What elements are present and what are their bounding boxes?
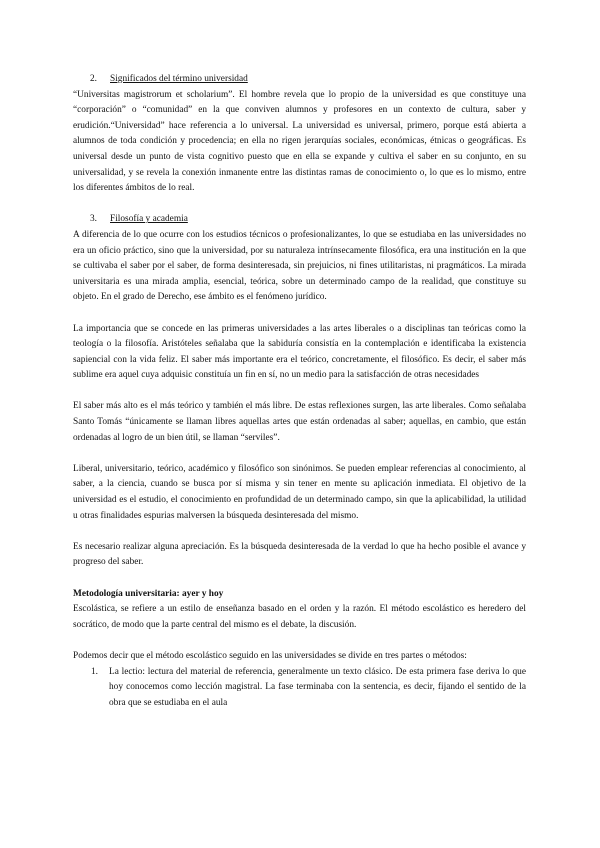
section-2-paragraph: “Universitas magistrorum et scholarium”. El hombre revela que lo propio de la universidad es que constituye una “corporación” o “comunidad” en la que conviven alumnos y profesores en un contexto de cultura, saber y erudición.“Universidad” hace referencia a lo universal. La universidad es universal, primero, porque está abierta a alumnos de toda condición y procedencia; en ella no rigen jerarquías sociales, económicas, étnicas o geográficas. Es universal desde un punto de vista cognitivo puesto que en ella se expande y cultiva el saber en su conjunto, en su universalidad, y se revela la conexión inmanente entre las distintas ramas de conocimiento o, lo que es lo mismo, entre los diferentes ámbitos de lo real. <box>73 89 526 194</box>
section-3-paragraph-5: Es necesario realizar alguna apreciación. Es la búsqueda desinteresada de la verdad lo que ha hecho posible el avance y progreso del saber. <box>73 541 526 568</box>
section-3-paragraph-4: Liberal, universitario, teórico, académico y filosófico son sinónimos. Se pueden emplear referencias al conocimiento, al saber, a la ciencia, cuando se busca por sí misma y sin tener en mente su aplicación inmediata. El objetivo de la universidad es el estudio, el conocimiento en profundidad de un determinado campo, sin que la aplicabilidad, la utilidad u otras finalidades espurias malversen la búsqueda desinteresada del mismo. <box>73 463 526 521</box>
section-3-paragraph-2: La importancia que se concede en las primeras universidades a las artes liberales o a disciplinas tan teóricas como la teología o la filosofía. Aristóteles señalaba que la sabiduría consistía en la contemplación e identificaba la existencia sapiencial con la vida feliz. El saber más importante era el teórico, concretamente, el filosófico. Es decir, el saber más sublime era aquel cuya adquisic constituía un fin en sí, no un medio para la satisfacción de otras necesidades <box>73 323 526 381</box>
methodology-paragraph-2: Podemos decir que el método escolástico seguido en las universidades se divide en tres partes o métodos: <box>73 650 467 661</box>
methodology-paragraph-1: Escolástica, se refiere a un estilo de enseñanza basado en el orden y la razón. El método escolástico es heredero del socrático, de modo que la parte central del mismo es el debate, la discusión. <box>73 604 526 630</box>
section-3-heading <box>73 212 526 228</box>
section-2-heading <box>73 72 526 88</box>
document-page <box>73 72 526 711</box>
section-3-title: Filosofía y academia <box>110 214 188 225</box>
section-2-title: Significados del término universidad <box>110 74 248 84</box>
list-item <box>73 665 526 712</box>
methodology-title: Metodología universitaria: ayer y hoy <box>73 588 224 599</box>
section-3-paragraph-3: El saber más alto es el más teórico y también el más libre. De estas reflexiones surgen, las arte liberales. Como señalaba Santo Tomás “únicamente se llaman libres aquellas artes que están ordenadas al saber; aquellas, en cambio, que están ordenadas al logro de un bien útil, se llaman “serviles”. <box>73 401 526 443</box>
list-item-text: La lectio: lectura del material de referencia, generalmente un texto clásico. De esta primera fase deriva lo que hoy conocemos como lección magistral. La fase terminaba con la sentencia, es decir, fijando el sentido de la obra que se estudiaba en el aula <box>109 666 526 708</box>
section-2-number: 2. <box>90 74 98 84</box>
section-3-number: 3. <box>90 214 98 225</box>
list-item-number: 1. <box>91 666 99 677</box>
methods-list <box>73 665 526 712</box>
section-3-paragraph-1: A diferencia de lo que ocurre con los estudios técnicos o profesionalizantes, lo que se estudiaba en las universidades no era un oficio práctico, sino que la universidad, por su naturaleza intrínsecamente filosófica, era una institución en la que se cultivaba el saber por el saber, de forma desinteresada, sin prejuicios, ni fines utilitaristas, ni pragmáticos. La mirada universitaria es una mirada amplia, esencial, teórica, sobre un determinado campo de la realidad, que constituye su objeto. En el grado de Derecho, ese ámbito es el fenómeno jurídico. <box>73 229 526 303</box>
